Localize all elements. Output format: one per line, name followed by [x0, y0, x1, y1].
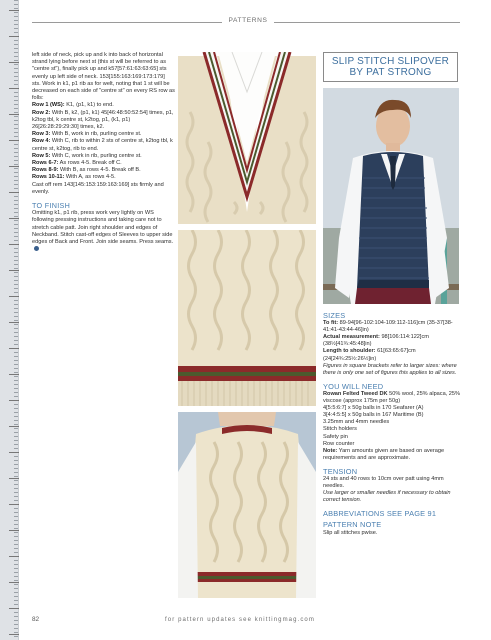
row-label: Row 2: — [32, 109, 51, 116]
row-instruction — [32, 131, 175, 138]
row-instruction — [32, 167, 175, 174]
row-label: Rows 10-11: — [32, 174, 65, 181]
tension-note-text: Use larger or smaller needles if necessary to obtain correct tension. — [323, 490, 451, 504]
ruler-tick — [9, 192, 19, 193]
ruler-tick — [9, 452, 19, 453]
ruler-tick — [9, 634, 19, 635]
safety-pin: Safety pin — [323, 433, 348, 440]
length-line — [323, 348, 461, 362]
row-label: Rows 8-9: — [32, 167, 59, 174]
yarn-line — [323, 391, 461, 405]
ruler-tick — [9, 478, 19, 479]
ruler-tick — [9, 244, 19, 245]
ruler-tick — [9, 140, 19, 141]
row-label: Row 1 (WS): — [32, 102, 65, 109]
page-number: 82 — [32, 616, 40, 623]
abbreviations-heading: ABBREVIATIONS SEE PAGE 91 — [323, 509, 437, 519]
you-will-need-heading: YOU WILL NEED — [323, 381, 384, 391]
header-rule-left — [32, 22, 222, 23]
section-label: PATTERNS — [228, 17, 268, 24]
yarn-a: 4[5:5:6:7] x 50g balls in 170 Seafarer (A) — [323, 405, 424, 412]
row-instruction — [32, 160, 175, 167]
row-text: With C, rib to within 2 sts of centre st, k2tog tbl, k centre st, k2tog, rib to end. — [32, 138, 173, 152]
cast-off-text: Cast off rem 143[145:153:159:163:169] sts firmly and evenly. — [32, 181, 164, 195]
actual-value: 98[106:114:122]cm (38½[41¾:45:48]in) — [323, 334, 429, 348]
ruler-tick — [9, 504, 19, 505]
ruler-tick — [9, 400, 19, 401]
ruler-tick — [9, 114, 19, 115]
row-counter: Row counter — [323, 440, 355, 447]
pattern-title-box — [323, 52, 458, 82]
row-label: Row 4: — [32, 138, 51, 145]
ruler-tick — [9, 322, 19, 323]
pattern-title: SLIP STITCH SLIPOVER — [331, 56, 450, 67]
ruler-tick — [9, 426, 19, 427]
ruler-tick — [9, 270, 19, 271]
fits-label: To fit: — [323, 320, 339, 327]
row-text: With B, as rows 4-5. Break off B. — [58, 167, 141, 174]
ruler-tick — [9, 296, 19, 297]
ruler-tick — [9, 556, 19, 557]
ruler-tick — [9, 348, 19, 349]
tension-note — [323, 490, 461, 504]
row-instruction — [32, 102, 175, 109]
pattern-note-text: Slip all stitches pwise. — [323, 529, 378, 536]
ruler-tick — [9, 36, 19, 37]
pattern-instructions — [32, 52, 175, 253]
row-text: With A, as rows 4-5. — [64, 174, 116, 181]
finish-body: Omitting k1, p1 rib, press work very lightly on WS following pressing instructions and taking care not to stretch cable patt. Join right shoulder and edges of Neckband. Stitch cast-off edges of Sleeves to upper side edges of Back and Front. Join side seams. Press seams. — [32, 210, 174, 246]
sizes-heading: SIZES — [323, 311, 346, 320]
ruler-tick — [9, 608, 19, 609]
note-label: Note: — [323, 447, 338, 454]
fits-line — [323, 320, 461, 334]
finish-heading: TO FINISH — [32, 201, 71, 211]
row-label: Row 3: — [32, 131, 51, 138]
ruler-tick — [9, 218, 19, 219]
actual-label: Actual measurement: — [323, 334, 380, 341]
header-rule-right — [274, 22, 460, 23]
row-text: With B, work in rib, purling centre st. — [50, 131, 142, 138]
tension-text: 24 sts and 40 rows to 10cm over patt using 4mm needles. — [323, 475, 444, 490]
row-text: As rows 4-5. Break off C. — [58, 160, 122, 167]
needles: 3.25mm and 4mm needles — [323, 419, 390, 426]
ruler-tick — [9, 166, 19, 167]
row-instruction — [32, 153, 175, 160]
pattern-designer: BY PAT STRONG — [349, 67, 432, 78]
photo-vneck-detail — [178, 52, 316, 224]
ruler-tick — [9, 374, 19, 375]
ruler-tick — [9, 582, 19, 583]
photo-hem-detail — [178, 230, 316, 406]
row-label: Rows 6-7: — [32, 160, 59, 167]
row-label: Row 5: — [32, 152, 51, 159]
fits-value: 89-94[96-102:104-109:112-116]cm (35-37[38-41:41-43:44-46]in) — [323, 320, 453, 334]
yarn-b: 3[4:4:5:5] x 50g balls in 167 Maritime (B) — [323, 412, 424, 419]
yarn-label: Rowan Felted Tweed DK — [323, 390, 388, 397]
footer-url-text: for pattern updates see knittingmag.com — [165, 617, 315, 623]
tension-heading: TENSION — [323, 466, 358, 476]
ruler-tick — [9, 10, 19, 11]
actual-line — [323, 334, 461, 348]
row-instruction — [32, 138, 175, 152]
row-text: With C, work in rib, purling centre st. — [50, 152, 142, 159]
length-label: Length to shoulder: — [323, 348, 376, 355]
ruler-tick — [9, 62, 19, 63]
row-instruction — [32, 174, 175, 181]
row-instructions — [32, 102, 175, 181]
finish-text — [32, 210, 175, 253]
sizes-note — [323, 363, 461, 377]
photo-model-slipover — [323, 88, 459, 304]
yarn-description: 50% wool, 25% alpaca, 25% viscose (approx 175m per 50g) — [323, 390, 461, 405]
row-text: With B, k2, (p1, k1) 45[46:48:50:52:54] times, p1, k2tog tbl, k centre st, k2tog, p1, (k1, p1) 26[26:28:29:29:30] times, k2. — [32, 109, 174, 131]
page-edge-ruler — [0, 0, 19, 640]
pattern-note-heading: PATTERN NOTE — [323, 520, 382, 530]
stitch-holders: Stitch holders — [323, 426, 357, 433]
neckband-intro: left side of neck, pick up and k into back of horizontal strand lying before next st (this st will be referred to as "centre st"), finally pick up and k57[57:61:63:63:65] sts evenly up left side of neck. 153[155:163:169:173:179] sts. Work in k1, p1 rib as for welt, noting that 1 st will be decreased on each side of "centre st" on every RS row as folls: — [32, 52, 175, 102]
row-text: K1, (p1, k1) to end. — [64, 102, 114, 109]
end-bullet-icon — [34, 246, 39, 251]
note-text: Yarn amounts given are based on average requirements and are approximate. — [323, 447, 445, 461]
length-value: 61[63:65:67]cm (24[24¾:25½:26½]in) — [323, 348, 416, 362]
yarn-note — [323, 448, 461, 462]
photo-back-view — [178, 412, 316, 598]
sizes-note-text: Figures in square brackets refer to larger sizes: where there is only one set of figures this applies to all sizes. — [323, 362, 457, 376]
row-instruction — [32, 110, 175, 132]
ruler-tick — [9, 530, 19, 531]
ruler-tick — [9, 88, 19, 89]
pattern-details — [323, 312, 461, 537]
